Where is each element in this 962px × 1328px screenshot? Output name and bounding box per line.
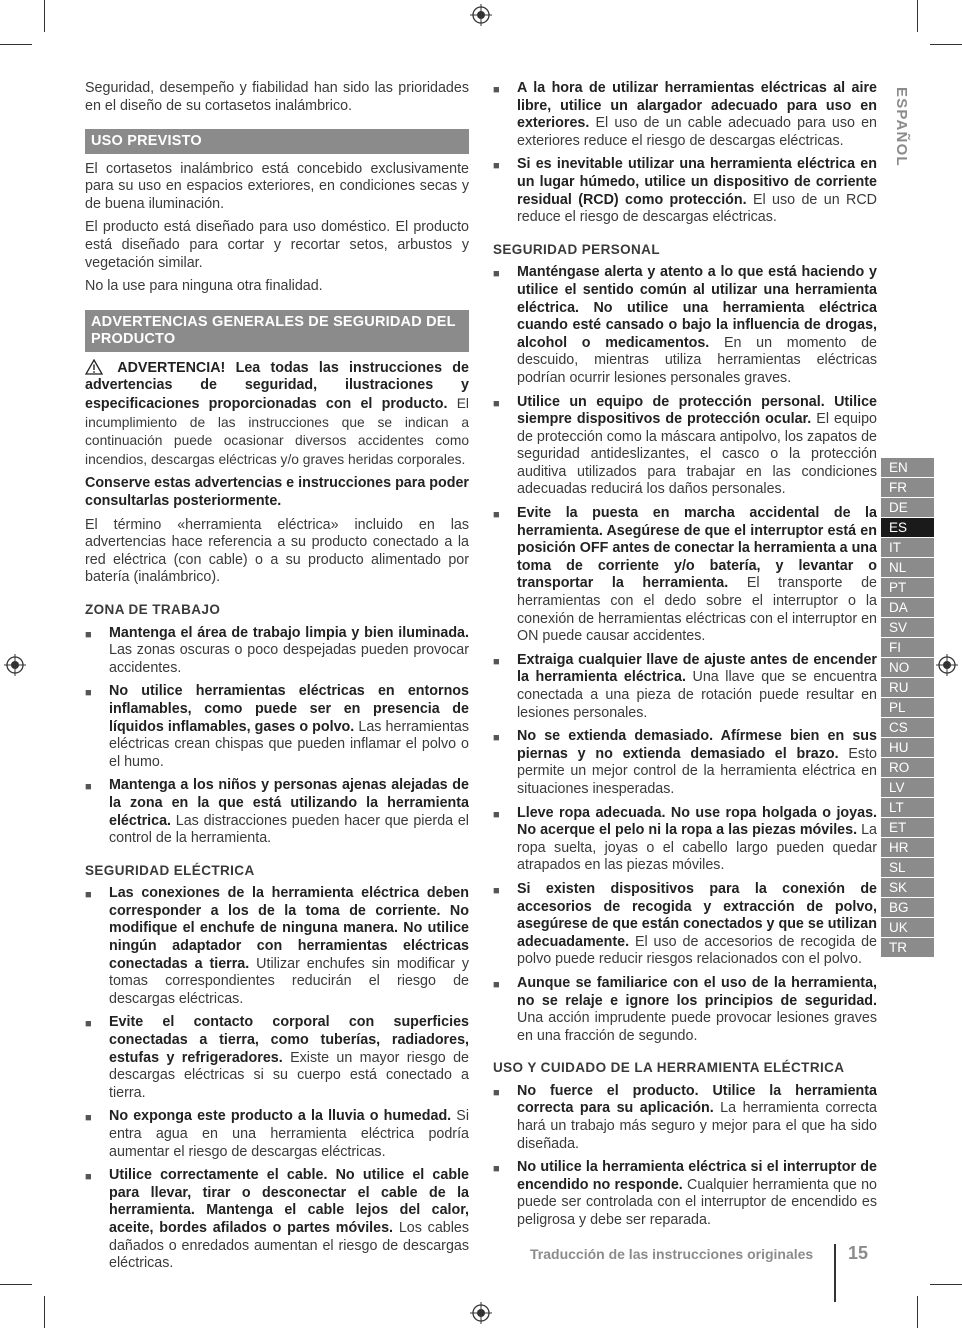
left-column <box>85 80 469 1279</box>
list-item: ■ No utilice la herramienta eléctrica si el interruptor de encendido no responde. Cualquier herramienta que no puede ser controlada con el interruptor de encendido es peligrosa y debe ser reparada. <box>493 1159 877 1229</box>
list-item: ■ Si es inevitable utilizar una herramienta eléctrica en un lugar húmedo, utilice un dispositivo de corriente residual (RCD) como protección. El uso de un RCD reduce el riesgo de descargas eléctricas. <box>493 156 877 226</box>
language-tab-pt[interactable]: PT <box>881 578 934 598</box>
crop-mark <box>917 0 918 32</box>
paragraph: El producto está diseñado para uso doméstico. El producto está diseñado para cortar y recortar setos, arbustos y vegetación similar. <box>85 219 469 271</box>
language-tab-hr[interactable]: HR <box>881 838 934 858</box>
section-header-uso-previsto: USO PREVISTO <box>85 129 469 154</box>
crop-mark <box>930 44 962 45</box>
bullet-list <box>85 625 469 848</box>
bullet-square-icon: ■ <box>85 1018 92 1031</box>
language-tab-sk[interactable]: SK <box>881 878 934 898</box>
bullet-square-icon: ■ <box>85 1112 92 1125</box>
list-item: ■ Extraiga cualquier llave de ajuste antes de encender la herramienta eléctrica. Una llave que se encuentra conectada a una pieza de rotación puede resultar en lesiones personales. <box>493 651 877 721</box>
language-tab-ro[interactable]: RO <box>881 758 934 778</box>
language-tab-pl[interactable]: PL <box>881 698 934 718</box>
language-tab-nl[interactable]: NL <box>881 558 934 578</box>
list-item: ■ Mantenga a los niños y personas ajenas alejadas de la zona en la que está utilizando la herramienta eléctrica. Las distracciones pueden hacer que pierda el control de la herramienta. <box>85 777 469 847</box>
bullet-square-icon: ■ <box>493 84 500 96</box>
right-column <box>493 80 877 1236</box>
footer-divider <box>834 1244 836 1302</box>
registration-mark-icon <box>470 1302 492 1324</box>
bullet-square-icon: ■ <box>85 889 92 902</box>
language-tab-ru[interactable]: RU <box>881 678 934 698</box>
language-tab-lv[interactable]: LV <box>881 778 934 798</box>
bullet-square-icon: ■ <box>493 808 500 821</box>
bullet-list <box>493 80 877 227</box>
footer-text: Traducción de las instrucciones originales <box>530 1246 814 1262</box>
bullet-list <box>493 1083 877 1230</box>
crop-mark <box>0 44 32 45</box>
crop-mark <box>44 0 45 32</box>
warning-bold: ADVERTENCIA! Lea todas las instrucciones de advertencias de seguridad, ilustraciones y especificaciones proporcionadas con el producto. <box>85 359 469 413</box>
language-tab-sv[interactable]: SV <box>881 618 934 638</box>
list-item: ■ No se extienda demasiado. Afírmese bien en sus piernas y no extienda demasiado el brazo. Esto permite un mejor control de la herramienta eléctrica en situaciones inesperadas. <box>493 728 877 797</box>
language-tab-es[interactable]: ES <box>881 518 934 538</box>
language-tab-de[interactable]: DE <box>881 498 934 518</box>
paragraph: El término «herramienta eléctrica» incluido en las advertencias hace referencia a su producto conectado a la red eléctrica (con cable) o a su producto alimentado por batería (inalámbrico). <box>85 516 469 586</box>
list-item: ■ Evite la puesta en marcha accidental de la herramienta. Asegúrese de que el interruptor está en posición OFF antes de conectar la herramienta a una toma de corriente y/o batería, y levantar o transportar la herramienta. El transporte de herramientas con el dedo sobre el interruptor o la conexión de herramientas eléctricas con el interruptor en ON puede causar accidentes. <box>493 505 878 645</box>
subheading-seguridad-personal: SEGURIDAD PERSONAL <box>493 241 660 257</box>
list-item: ■ No utilice herramientas eléctricas en entornos inflamables, como puede ser en presencia de líquidos inflamables, gases o polvo. Las herramientas eléctricas crean chispas que pueden inflamar el polvo o el humo. <box>85 683 469 770</box>
crop-mark <box>930 1284 962 1285</box>
language-tabs <box>881 458 934 958</box>
bullet-square-icon: ■ <box>493 1086 500 1099</box>
bullet-square-icon: ■ <box>493 160 500 173</box>
language-tab-da[interactable]: DA <box>881 598 934 618</box>
list-item: ■ Las conexiones de la herramienta eléctrica deben corresponder a los de la toma de corriente. No modifique el enchufe de ninguna manera. No utilice ningún adaptador con herramientas eléctricas conectadas a tierra. Utilizar enchufes sin modificar y tomas correspondientes reducirán el riesgo de descargas eléctricas. <box>85 885 469 1007</box>
bullet-square-icon: ■ <box>85 781 92 794</box>
language-tab-bg[interactable]: BG <box>881 898 934 918</box>
bullet-square-icon: ■ <box>493 509 500 522</box>
language-tab-it[interactable]: IT <box>881 538 934 558</box>
list-item: ■ A la hora de utilizar herramientas eléctricas al aire libre, utilice un alargador adecuado para uso en exteriores. El uso de un cable adecuado para uso en exteriores reduce el riesgo de descargas eléctricas. <box>493 80 877 149</box>
list-item: ■ Aunque se familiarice con el uso de la herramienta, no se relaje e ignore los principios de seguridad. Una acción imprudente puede provocar lesiones graves en una fracción de segundo. <box>493 974 877 1044</box>
bullet-square-icon: ■ <box>85 1171 92 1184</box>
crop-mark <box>0 1284 32 1285</box>
warning-paragraph <box>85 359 469 470</box>
language-tab-no[interactable]: NO <box>881 658 934 678</box>
list-item: ■ Evite el contacto corporal con superficies conectadas a tierra, como tuberías, radiadores, estufas y refrigeradores. Existe un mayor riesgo de descargas eléctricas si su cuerpo está conectado a tierra. <box>85 1014 470 1101</box>
bullet-square-icon: ■ <box>493 397 500 410</box>
warning-triangle-icon <box>85 359 107 375</box>
bullet-square-icon: ■ <box>493 732 500 745</box>
language-tab-fi[interactable]: FI <box>881 638 934 658</box>
page-number: 15 <box>848 1243 869 1263</box>
list-item: ■ Utilice correctamente el cable. No utilice el cable para llevar, tirar o desconectar el cable de la herramienta. Mantenga el cable lejos del calor, aceite, bordes afilados o partes móviles. Los cables dañados o enredados aumentan el riesgo de descargas eléctricas. <box>85 1167 469 1272</box>
crop-mark <box>917 1296 918 1328</box>
intro-paragraph: Seguridad, desempeño y fiabilidad han sido las prioridades en el diseño de su cortasetos inalámbrico. <box>85 80 469 114</box>
bullet-list <box>85 885 469 1272</box>
subheading-zona-de-trabajo: ZONA DE TRABAJO <box>85 601 221 617</box>
bullet-square-icon: ■ <box>493 978 500 991</box>
list-item: ■ No fuerce el producto. Utilice la herramienta correcta para su aplicación. La herramienta correcta hará un trabajo más seguro y mejor para el que ha sido diseñada. <box>493 1082 877 1152</box>
list-item: ■ Mantenga el área de trabajo limpia y bien iluminada. Las zonas oscuras o poco despejadas pueden provocar accidentes. <box>85 624 469 676</box>
paragraph: El cortasetos inalámbrico está concebido exclusivamente para su uso en espacios exteriores, en condiciones secas y de buena iluminación. <box>85 160 469 212</box>
language-label-vertical <box>893 85 911 175</box>
bullet-square-icon: ■ <box>493 655 500 668</box>
section-header-advertencias: ADVERTENCIAS GENERALES DE SEGURIDAD DEL PRODUCTO <box>85 310 469 352</box>
language-tab-en[interactable]: EN <box>881 458 934 478</box>
bullet-square-icon: ■ <box>493 1163 500 1176</box>
bullet-square-icon: ■ <box>493 268 500 281</box>
crop-mark <box>44 1296 45 1328</box>
registration-mark-icon <box>4 654 26 676</box>
subheading-seguridad-electrica: SEGURIDAD ELÉCTRICA <box>85 862 255 878</box>
conserve-text: Conserve estas advertencias e instrucciones para poder consultarlas posteriormente. <box>85 475 469 509</box>
list-item: ■ Utilice un equipo de protección personal. Utilice siempre dispositivos de protección ocular. El equipo de protección como la máscara antipolvo, los zapatos de seguridad antideslizantes, el casco o la protección auditiva utilizados para trabajar en las condiciones adecuadas reducirá los daños personales. <box>493 393 878 498</box>
registration-mark-icon <box>936 654 958 676</box>
registration-mark-icon <box>470 4 492 26</box>
conserve-paragraph <box>85 475 469 510</box>
language-label-text: ESPAÑOL <box>893 87 910 167</box>
list-item: ■ Si existen dispositivos para la conexión de accesorios de recogida y extracción de polvo, asegúrese de que están conectados y que se utilizan adecuadamente. El uso de accesorios de recogida de polvo puede reducir riesgos relacionados con el polvo. <box>493 880 877 968</box>
list-item: ■ Manténgase alerta y atento a lo que está haciendo y utilice el sentido común al utilizar una herramienta eléctrica. No utilice una herramienta eléctrica cuando esté cansado o bajo la influencia de drogas, alcohol o medicamentos. En un momento de descuido, mientras utiliza herramientas eléctricas podrían ocurrir lesiones personales graves. <box>493 264 877 386</box>
list-item: ■ No exponga este producto a la lluvia o humedad. Si entra agua en una herramienta eléctrica podría aumentar el riesgo de descargas eléctricas. <box>85 1108 470 1160</box>
language-tab-tr[interactable]: TR <box>881 938 934 958</box>
list-item: ■ Lleve ropa adecuada. No use ropa holgada o joyas. No acerque el pelo ni la ropa a las piezas móviles. La ropa suelta, joyas o el cabello largo pueden quedar atrapados en las piezas móviles. <box>493 804 877 874</box>
paragraph: No la use para ninguna otra finalidad. <box>85 278 323 295</box>
language-tab-et[interactable]: ET <box>881 818 934 838</box>
warning-text: El incumplimiento de las instrucciones que se indican a continuación puede ocasionar diversos accidentes como incendios, descargas eléctricas y/o graves heridas corporales. <box>85 396 469 467</box>
language-tab-sl[interactable]: SL <box>881 858 934 878</box>
language-tab-cs[interactable]: CS <box>881 718 934 738</box>
subheading-uso-y-cuidado: USO Y CUIDADO DE LA HERRAMIENTA ELÉCTRICA <box>493 1060 845 1076</box>
language-tab-fr[interactable]: FR <box>881 478 934 498</box>
language-tab-uk[interactable]: UK <box>881 918 934 938</box>
language-tab-hu[interactable]: HU <box>881 738 934 758</box>
bullet-list <box>493 264 877 1045</box>
bullet-square-icon: ■ <box>85 687 92 700</box>
bullet-square-icon: ■ <box>493 884 500 897</box>
bullet-square-icon: ■ <box>85 628 92 641</box>
language-tab-lt[interactable]: LT <box>881 798 934 818</box>
